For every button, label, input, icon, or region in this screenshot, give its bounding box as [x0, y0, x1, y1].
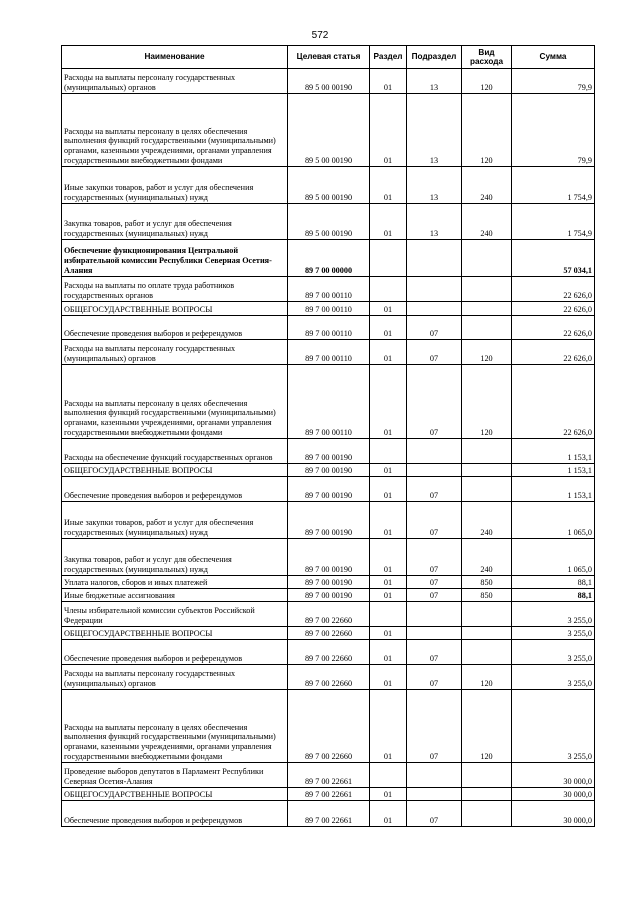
column-header-subsection: Подраздел — [407, 46, 462, 69]
table-row — [62, 602, 595, 627]
expense-type-cell: 120 — [462, 69, 512, 94]
section-cell: 01 — [370, 477, 407, 502]
table-row — [62, 69, 595, 94]
subsection-cell: 07 — [407, 801, 462, 827]
target-cell: 89 7 00 00190 — [288, 576, 370, 589]
sum-cell: 30 000,0 — [512, 801, 595, 827]
target-cell: 89 5 00 00190 — [288, 167, 370, 204]
name-cell: Уплата налогов, сборов и иных платежей — [62, 576, 288, 589]
table-row — [62, 439, 595, 464]
sum-cell: 30 000,0 — [512, 788, 595, 801]
section-cell — [370, 439, 407, 464]
target-cell: 89 7 00 22661 — [288, 763, 370, 788]
expense-type-cell — [462, 788, 512, 801]
sum-cell: 22 626,0 — [512, 302, 595, 316]
table-row — [62, 302, 595, 316]
sum-cell: 88,1 — [512, 589, 595, 602]
name-cell: ОБЩЕГОСУДАРСТВЕННЫЕ ВОПРОСЫ — [62, 302, 288, 316]
table-row — [62, 788, 595, 801]
section-cell — [370, 763, 407, 788]
table-row — [62, 204, 595, 240]
target-cell: 89 7 00 00110 — [288, 365, 370, 439]
sum-cell: 1 153,1 — [512, 464, 595, 477]
sum-cell: 1 153,1 — [512, 439, 595, 464]
table-row — [62, 763, 595, 788]
sum-cell: 1 754,9 — [512, 167, 595, 204]
sum-cell: 22 626,0 — [512, 316, 595, 340]
table-row — [62, 640, 595, 665]
expense-type-cell — [462, 277, 512, 302]
target-cell: 89 7 00 00000 — [288, 240, 370, 277]
section-cell: 01 — [370, 788, 407, 801]
name-cell: Закупка товаров, работ и услуг для обеспечения государственных (муниципальных) нужд — [62, 539, 288, 576]
section-cell: 01 — [370, 640, 407, 665]
section-cell: 01 — [370, 464, 407, 477]
expense-type-cell — [462, 627, 512, 640]
subsection-cell: 07 — [407, 640, 462, 665]
target-cell: 89 7 00 00190 — [288, 464, 370, 477]
expense-type-cell: 120 — [462, 665, 512, 690]
name-cell: Обеспечение проведения выборов и референдумов — [62, 316, 288, 340]
sum-cell: 3 255,0 — [512, 602, 595, 627]
subsection-cell: 07 — [407, 690, 462, 763]
section-cell: 01 — [370, 302, 407, 316]
table-row — [62, 316, 595, 340]
subsection-cell: 07 — [407, 477, 462, 502]
subsection-cell: 07 — [407, 316, 462, 340]
target-cell: 89 7 00 22661 — [288, 801, 370, 827]
expense-type-cell — [462, 640, 512, 665]
expense-type-cell: 120 — [462, 365, 512, 439]
subsection-cell — [407, 627, 462, 640]
target-cell: 89 7 00 22660 — [288, 690, 370, 763]
sum-cell: 1 065,0 — [512, 539, 595, 576]
table-row — [62, 627, 595, 640]
target-cell: 89 7 00 00110 — [288, 340, 370, 365]
section-cell: 01 — [370, 690, 407, 763]
section-cell: 01 — [370, 576, 407, 589]
subsection-cell — [407, 464, 462, 477]
name-cell: Обеспечение функционирования Центральной избирательной комиссии Республики Северная Осетия-Алания — [62, 240, 288, 277]
expense-type-cell: 240 — [462, 502, 512, 539]
expense-type-cell — [462, 302, 512, 316]
name-cell: Обеспечение проведения выборов и референдумов — [62, 477, 288, 502]
expense-type-cell: 240 — [462, 167, 512, 204]
sum-cell: 22 626,0 — [512, 365, 595, 439]
target-cell: 89 7 00 00190 — [288, 539, 370, 576]
subsection-cell — [407, 277, 462, 302]
table-row — [62, 690, 595, 763]
section-cell: 01 — [370, 69, 407, 94]
table-row — [62, 539, 595, 576]
name-cell: Иные бюджетные ассигнования — [62, 589, 288, 602]
table-row — [62, 94, 595, 167]
subsection-cell: 07 — [407, 340, 462, 365]
section-cell — [370, 277, 407, 302]
subsection-cell: 13 — [407, 69, 462, 94]
expense-type-cell: 120 — [462, 94, 512, 167]
column-header-target: Целевая статья — [288, 46, 370, 69]
name-cell: ОБЩЕГОСУДАРСТВЕННЫЕ ВОПРОСЫ — [62, 464, 288, 477]
sum-cell: 79,9 — [512, 94, 595, 167]
target-cell: 89 7 00 00110 — [288, 277, 370, 302]
table-row — [62, 477, 595, 502]
sum-cell: 57 034,1 — [512, 240, 595, 277]
sum-cell: 3 255,0 — [512, 627, 595, 640]
subsection-cell: 13 — [407, 94, 462, 167]
name-cell: Закупка товаров, работ и услуг для обеспечения государственных (муниципальных) нужд — [62, 204, 288, 240]
subsection-cell: 07 — [407, 576, 462, 589]
expense-type-cell — [462, 240, 512, 277]
name-cell: Обеспечение проведения выборов и референдумов — [62, 640, 288, 665]
target-cell: 89 7 00 00190 — [288, 589, 370, 602]
table-row — [62, 801, 595, 827]
table-row — [62, 365, 595, 439]
name-cell: Расходы на выплаты персоналу государственных (муниципальных) органов — [62, 340, 288, 365]
name-cell: Обеспечение проведения выборов и референдумов — [62, 801, 288, 827]
section-cell: 01 — [370, 365, 407, 439]
expense-type-cell — [462, 464, 512, 477]
expense-type-cell: 850 — [462, 576, 512, 589]
subsection-cell: 07 — [407, 365, 462, 439]
section-cell: 01 — [370, 627, 407, 640]
sum-cell: 1 065,0 — [512, 502, 595, 539]
expense-type-cell — [462, 316, 512, 340]
expense-type-cell — [462, 439, 512, 464]
expense-type-cell: 850 — [462, 589, 512, 602]
expense-type-cell — [462, 763, 512, 788]
name-cell: Расходы на обеспечение функций государственных органов — [62, 439, 288, 464]
column-header-sum: Сумма — [512, 46, 595, 69]
target-cell: 89 5 00 00190 — [288, 69, 370, 94]
sum-cell: 3 255,0 — [512, 640, 595, 665]
target-cell: 89 7 00 22661 — [288, 788, 370, 801]
column-header-expense-type: Вид расхода — [462, 46, 512, 69]
target-cell: 89 7 00 22660 — [288, 627, 370, 640]
sum-cell: 1 754,9 — [512, 204, 595, 240]
section-cell: 01 — [370, 167, 407, 204]
table-body — [62, 69, 595, 827]
table-row — [62, 589, 595, 602]
table-row — [62, 240, 595, 277]
subsection-cell: 13 — [407, 167, 462, 204]
section-cell — [370, 240, 407, 277]
sum-cell: 3 255,0 — [512, 665, 595, 690]
target-cell: 89 7 00 22660 — [288, 665, 370, 690]
expense-type-cell — [462, 602, 512, 627]
name-cell: Иные закупки товаров, работ и услуг для обеспечения государственных (муниципальных) нужд — [62, 502, 288, 539]
expense-type-cell — [462, 477, 512, 502]
sum-cell: 22 626,0 — [512, 340, 595, 365]
subsection-cell — [407, 788, 462, 801]
name-cell: Расходы на выплаты персоналу в целях обеспечения выполнения функций государственными (муниципальными) органами, казенными учреждениями, органами управления государственными внебюджетными фондами — [62, 365, 288, 439]
sum-cell: 1 153,1 — [512, 477, 595, 502]
subsection-cell — [407, 240, 462, 277]
name-cell: Проведение выборов депутатов в Парламент Республики Северная Осетия-Алания — [62, 763, 288, 788]
name-cell: Иные закупки товаров, работ и услуг для обеспечения государственных (муниципальных) нужд — [62, 167, 288, 204]
section-cell: 01 — [370, 204, 407, 240]
target-cell: 89 7 00 22660 — [288, 640, 370, 665]
table-row — [62, 167, 595, 204]
expense-type-cell: 240 — [462, 204, 512, 240]
page-number: 572 — [311, 30, 329, 41]
target-cell: 89 7 00 00190 — [288, 502, 370, 539]
section-cell: 01 — [370, 539, 407, 576]
name-cell: Расходы на выплаты персоналу в целях обеспечения выполнения функций государственными (муниципальными) органами, казенными учреждениями, органами управления государственными внебюджетными фондами — [62, 690, 288, 763]
budget-table — [61, 45, 595, 827]
subsection-cell — [407, 439, 462, 464]
section-cell: 01 — [370, 316, 407, 340]
sum-cell: 88,1 — [512, 576, 595, 589]
table-row — [62, 502, 595, 539]
sum-cell: 79,9 — [512, 69, 595, 94]
subsection-cell: 07 — [407, 589, 462, 602]
section-cell: 01 — [370, 801, 407, 827]
expense-type-cell: 120 — [462, 690, 512, 763]
section-cell: 01 — [370, 340, 407, 365]
section-cell: 01 — [370, 502, 407, 539]
name-cell: Члены избирательной комиссии субъектов Российской Федерации — [62, 602, 288, 627]
target-cell: 89 5 00 00190 — [288, 94, 370, 167]
sum-cell: 22 626,0 — [512, 277, 595, 302]
table-row — [62, 340, 595, 365]
subsection-cell: 07 — [407, 539, 462, 576]
name-cell: Расходы на выплаты персоналу государственных (муниципальных) органов — [62, 665, 288, 690]
table-row — [62, 277, 595, 302]
section-cell: 01 — [370, 94, 407, 167]
subsection-cell: 13 — [407, 204, 462, 240]
subsection-cell — [407, 602, 462, 627]
section-cell: 01 — [370, 665, 407, 690]
target-cell: 89 7 00 00190 — [288, 477, 370, 502]
table-header-row — [62, 46, 595, 69]
subsection-cell: 07 — [407, 502, 462, 539]
subsection-cell — [407, 763, 462, 788]
name-cell: Расходы на выплаты персоналу государственных (муниципальных) органов — [62, 69, 288, 94]
table-row — [62, 576, 595, 589]
section-cell: 01 — [370, 589, 407, 602]
sum-cell: 30 000,0 — [512, 763, 595, 788]
expense-type-cell — [462, 801, 512, 827]
table-row — [62, 665, 595, 690]
section-cell — [370, 602, 407, 627]
subsection-cell: 07 — [407, 665, 462, 690]
column-header-section: Раздел — [370, 46, 407, 69]
table-row — [62, 464, 595, 477]
target-cell: 89 7 00 00110 — [288, 302, 370, 316]
column-header-name: Наименование — [62, 46, 288, 69]
name-cell: Расходы на выплаты персоналу в целях обеспечения выполнения функций государственными (муниципальными) органами, казенными учреждениями, органами управления государственными внебюджетными фондами — [62, 94, 288, 167]
target-cell: 89 5 00 00190 — [288, 204, 370, 240]
sum-cell: 3 255,0 — [512, 690, 595, 763]
name-cell: ОБЩЕГОСУДАРСТВЕННЫЕ ВОПРОСЫ — [62, 627, 288, 640]
subsection-cell — [407, 302, 462, 316]
expense-type-cell: 240 — [462, 539, 512, 576]
target-cell: 89 7 00 22660 — [288, 602, 370, 627]
target-cell: 89 7 00 00110 — [288, 316, 370, 340]
name-cell: Расходы на выплаты по оплате труда работников государственных органов — [62, 277, 288, 302]
name-cell: ОБЩЕГОСУДАРСТВЕННЫЕ ВОПРОСЫ — [62, 788, 288, 801]
expense-type-cell: 120 — [462, 340, 512, 365]
target-cell: 89 7 00 00190 — [288, 439, 370, 464]
